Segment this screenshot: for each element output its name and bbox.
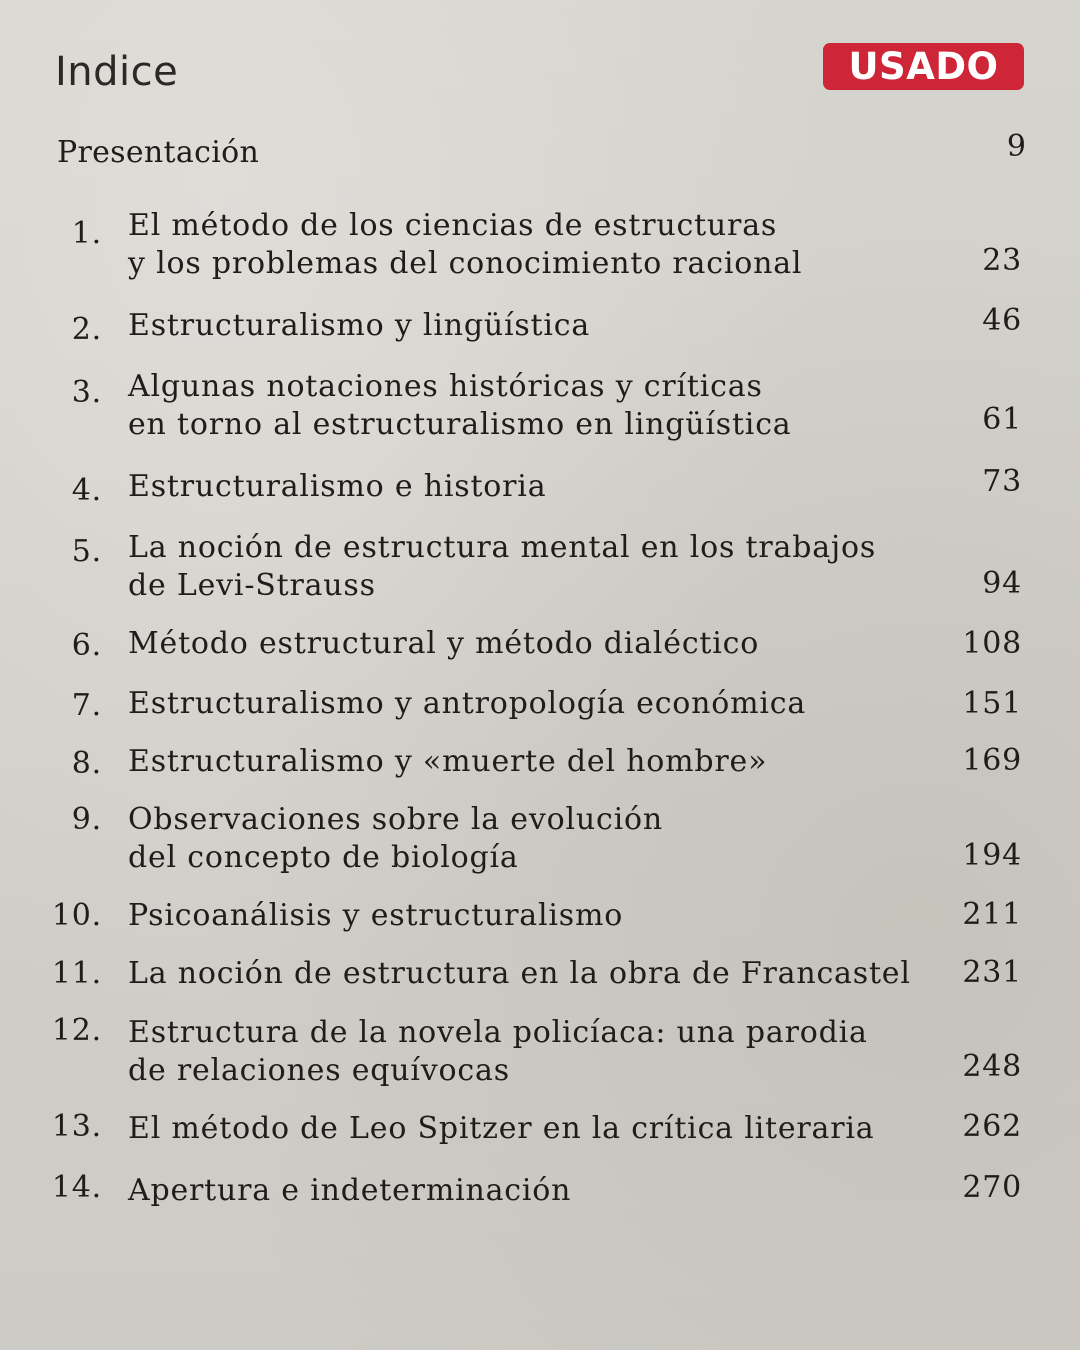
entry-number: 9. xyxy=(71,802,102,837)
entry-number: 3. xyxy=(71,375,102,410)
entry-line: Estructura de la novela policíaca: una parodia xyxy=(128,1015,868,1050)
entry-number: 12. xyxy=(51,1013,102,1048)
entry-line: Estructuralismo e historia xyxy=(128,469,547,504)
entry-page: 169 xyxy=(962,743,1022,778)
entry-title xyxy=(128,1172,928,1210)
entry-page: 231 xyxy=(962,955,1022,990)
toc-entry-9 xyxy=(0,801,1080,881)
entry-title xyxy=(128,307,928,345)
entry-page: 23 xyxy=(982,243,1022,278)
entry-title xyxy=(128,625,928,663)
entry-number: 4. xyxy=(71,473,102,508)
entry-page: 270 xyxy=(962,1170,1022,1205)
entry-line: Estructuralismo y «muerte del hombre» xyxy=(128,744,768,779)
entry-number: 2. xyxy=(71,312,102,347)
entry-line: del concepto de biología xyxy=(128,840,519,875)
entry-line: Observaciones sobre la evolución xyxy=(128,802,663,837)
page-title: Indice xyxy=(55,49,179,95)
entry-line: El método de Leo Spitzer en la crítica literaria xyxy=(128,1111,875,1146)
entry-page: 73 xyxy=(982,464,1022,499)
toc-entry-6 xyxy=(0,625,1080,665)
entry-title xyxy=(128,207,928,283)
entry-number: 10. xyxy=(51,898,102,933)
entry-line: Apertura e indeterminación xyxy=(128,1173,572,1208)
entry-line: y los problemas del conocimiento racional xyxy=(128,246,803,281)
toc-entry-11 xyxy=(0,955,1080,995)
entry-number: 11. xyxy=(51,956,102,991)
entry-line: El método de los ciencias de estructuras xyxy=(128,208,778,243)
toc-entry-5 xyxy=(0,529,1080,609)
entry-line: de relaciones equívocas xyxy=(128,1053,510,1088)
entry-title xyxy=(128,468,928,506)
entry-line: de Levi-Strauss xyxy=(128,568,376,603)
entry-line: Estructuralismo y lingüística xyxy=(128,308,591,343)
used-badge: USADO xyxy=(823,43,1024,90)
entry-number: 14. xyxy=(51,1170,102,1205)
entry-page: 46 xyxy=(982,303,1022,338)
entry-title xyxy=(128,529,928,605)
toc-entry-8 xyxy=(0,743,1080,783)
toc-entry-2 xyxy=(0,303,1080,347)
toc-entry-3 xyxy=(0,368,1080,448)
entry-line: La noción de estructura mental en los trabajos xyxy=(128,530,877,565)
entry-line: La noción de estructura en la obra de Francastel xyxy=(128,956,911,991)
entry-title xyxy=(128,955,928,993)
entry-title xyxy=(128,1110,928,1148)
entry-page: 262 xyxy=(962,1109,1022,1144)
toc-entry-1 xyxy=(0,207,1080,297)
entry-number: 1. xyxy=(71,216,102,251)
toc-entry-10 xyxy=(0,897,1080,937)
entry-title xyxy=(128,368,928,444)
toc-entry-12 xyxy=(0,1014,1080,1094)
entry-line: en torno al estructuralismo en lingüística xyxy=(128,407,792,442)
entry-line: Psicoanálisis y estructuralismo xyxy=(128,898,624,933)
entry-page: 151 xyxy=(962,686,1022,721)
presentation-page: 9 xyxy=(1006,129,1026,164)
entry-page: 61 xyxy=(982,402,1022,437)
entry-title xyxy=(128,1014,928,1090)
entry-line: Algunas notaciones históricas y críticas xyxy=(128,369,763,404)
entry-number: 13. xyxy=(51,1109,102,1144)
entry-title xyxy=(128,743,928,781)
entry-line: Estructuralismo y antropología económica xyxy=(128,686,807,721)
toc-entry-4 xyxy=(0,464,1080,508)
entry-number: 7. xyxy=(71,688,102,723)
entry-number: 8. xyxy=(71,746,102,781)
entry-number: 5. xyxy=(71,534,102,569)
entry-page: 211 xyxy=(962,897,1022,932)
entry-title xyxy=(128,685,928,723)
presentation-title: Presentación xyxy=(57,135,260,170)
toc-entry-13 xyxy=(0,1110,1080,1150)
entry-title xyxy=(128,801,928,877)
entry-line: Método estructural y método dialéctico xyxy=(128,626,760,661)
entry-page: 248 xyxy=(962,1049,1022,1084)
toc-entry-14 xyxy=(0,1172,1080,1212)
entry-title xyxy=(128,897,928,935)
toc-entry-7 xyxy=(0,685,1080,725)
entry-page: 108 xyxy=(962,626,1022,661)
entry-page: 194 xyxy=(962,838,1022,873)
entry-number: 6. xyxy=(71,628,102,663)
entry-page: 94 xyxy=(982,566,1022,601)
